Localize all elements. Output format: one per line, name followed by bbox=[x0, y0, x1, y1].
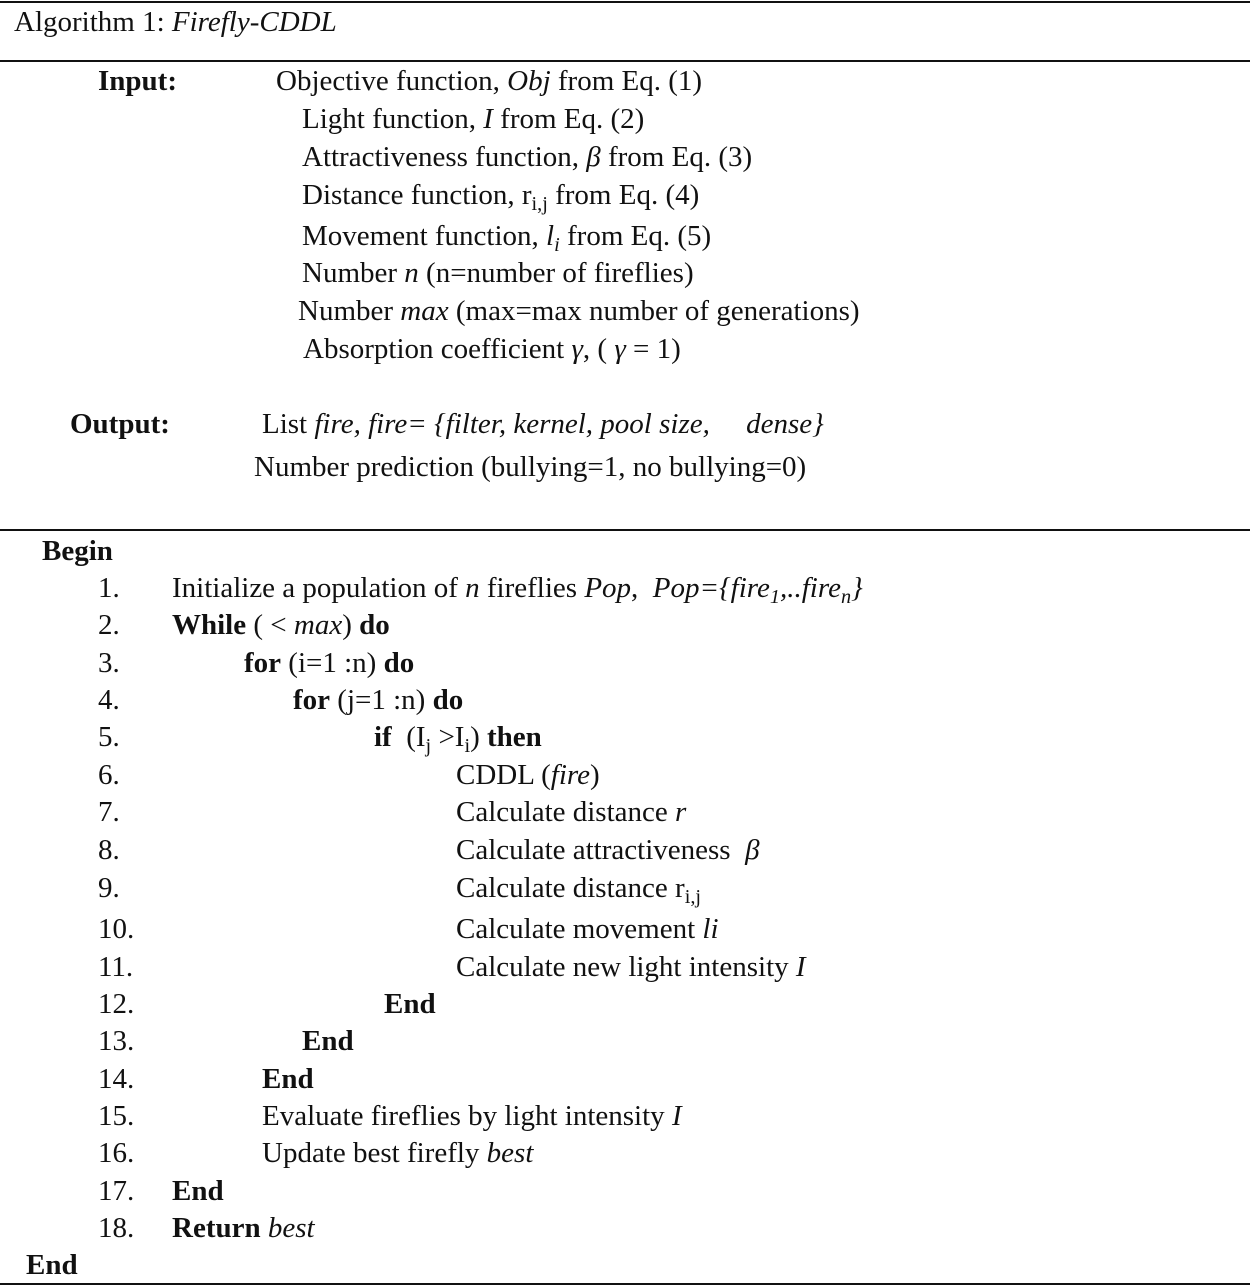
input-light: Light function, I from Eq. (2) bbox=[302, 103, 645, 135]
line-number: 8. bbox=[98, 834, 120, 866]
input-number-n: Number n (n=number of fireflies) bbox=[302, 257, 694, 289]
input-attractiveness: Attractiveness function, β from Eq. (3) bbox=[302, 141, 753, 173]
line-number: 11. bbox=[98, 951, 134, 983]
step-16: Update best firefly best bbox=[262, 1137, 534, 1169]
algorithm-prefix: Algorithm 1: bbox=[14, 6, 172, 38]
input-number-max: Number max (max=max number of generations) bbox=[298, 295, 860, 327]
input-absorption: Absorption coefficient γ, ( γ = 1) bbox=[303, 333, 681, 365]
step-13: End bbox=[302, 1025, 354, 1057]
line-number: 5. bbox=[98, 721, 120, 753]
step-3: for (i=1 :n) do bbox=[244, 647, 415, 679]
output-label: Output: bbox=[70, 408, 170, 440]
line-number: 15. bbox=[98, 1100, 135, 1132]
algorithm-name: Firefly-CDDL bbox=[171, 6, 337, 38]
line-number: 12. bbox=[98, 988, 135, 1020]
step-1: Initialize a population of n fireflies Pop, Pop={fire$_1$,..fire$_n$} bbox=[172, 572, 863, 609]
line-number: 17. bbox=[98, 1175, 135, 1207]
line-number: 2. bbox=[98, 609, 120, 641]
step-6: CDDL (fire) bbox=[456, 759, 600, 791]
bottom-rule bbox=[0, 1283, 1250, 1285]
begin-keyword: Begin bbox=[42, 535, 113, 567]
algorithm-title bbox=[14, 8, 337, 37]
line-number: 1. bbox=[98, 572, 120, 604]
step-9: Calculate distance $r_{i,j}$ bbox=[456, 872, 702, 909]
step-12: End bbox=[384, 988, 436, 1020]
step-14: End bbox=[262, 1063, 314, 1095]
step-17: End bbox=[172, 1175, 224, 1207]
line-number: 14. bbox=[98, 1063, 135, 1095]
body-rule bbox=[0, 529, 1250, 531]
output-prediction: Number prediction (bullying=1, no bullying=0) bbox=[254, 451, 807, 483]
line-number: 3. bbox=[98, 647, 120, 679]
line-number: 7. bbox=[98, 796, 120, 828]
input-movement: Movement function, $l_i$ from Eq. (5) bbox=[302, 220, 712, 257]
input-label: Input: bbox=[98, 65, 177, 97]
step-2: While ( < max) do bbox=[172, 609, 390, 641]
output-list: List fire, fire= {filter, kernel, pool size, dense} bbox=[262, 408, 824, 440]
step-18: Return best bbox=[172, 1212, 315, 1244]
input-objective: Objective function, Obj from Eq. (1) bbox=[276, 65, 703, 97]
step-4: for (j=1 :n) do bbox=[293, 684, 464, 716]
step-10: Calculate movement li bbox=[456, 913, 719, 945]
step-7: Calculate distance r bbox=[456, 796, 687, 828]
end-keyword: End bbox=[26, 1249, 78, 1281]
line-number: 16. bbox=[98, 1137, 135, 1169]
step-11: Calculate new light intensity I bbox=[456, 951, 806, 983]
line-number: 10. bbox=[98, 913, 135, 945]
line-number: 13. bbox=[98, 1025, 135, 1057]
line-number: 6. bbox=[98, 759, 120, 791]
header-rule bbox=[0, 60, 1250, 62]
line-number: 18. bbox=[98, 1212, 135, 1244]
step-15: Evaluate fireflies by light intensity I bbox=[262, 1100, 682, 1132]
top-rule bbox=[0, 1, 1250, 3]
input-distance: Distance function, $r_{i,j}$ from Eq. (4) bbox=[302, 179, 700, 216]
step-8: Calculate attractiveness β bbox=[456, 834, 760, 866]
step-5: if $(I_j >I_i)$ then bbox=[374, 721, 542, 758]
line-number: 9. bbox=[98, 872, 120, 904]
line-number: 4. bbox=[98, 684, 120, 716]
